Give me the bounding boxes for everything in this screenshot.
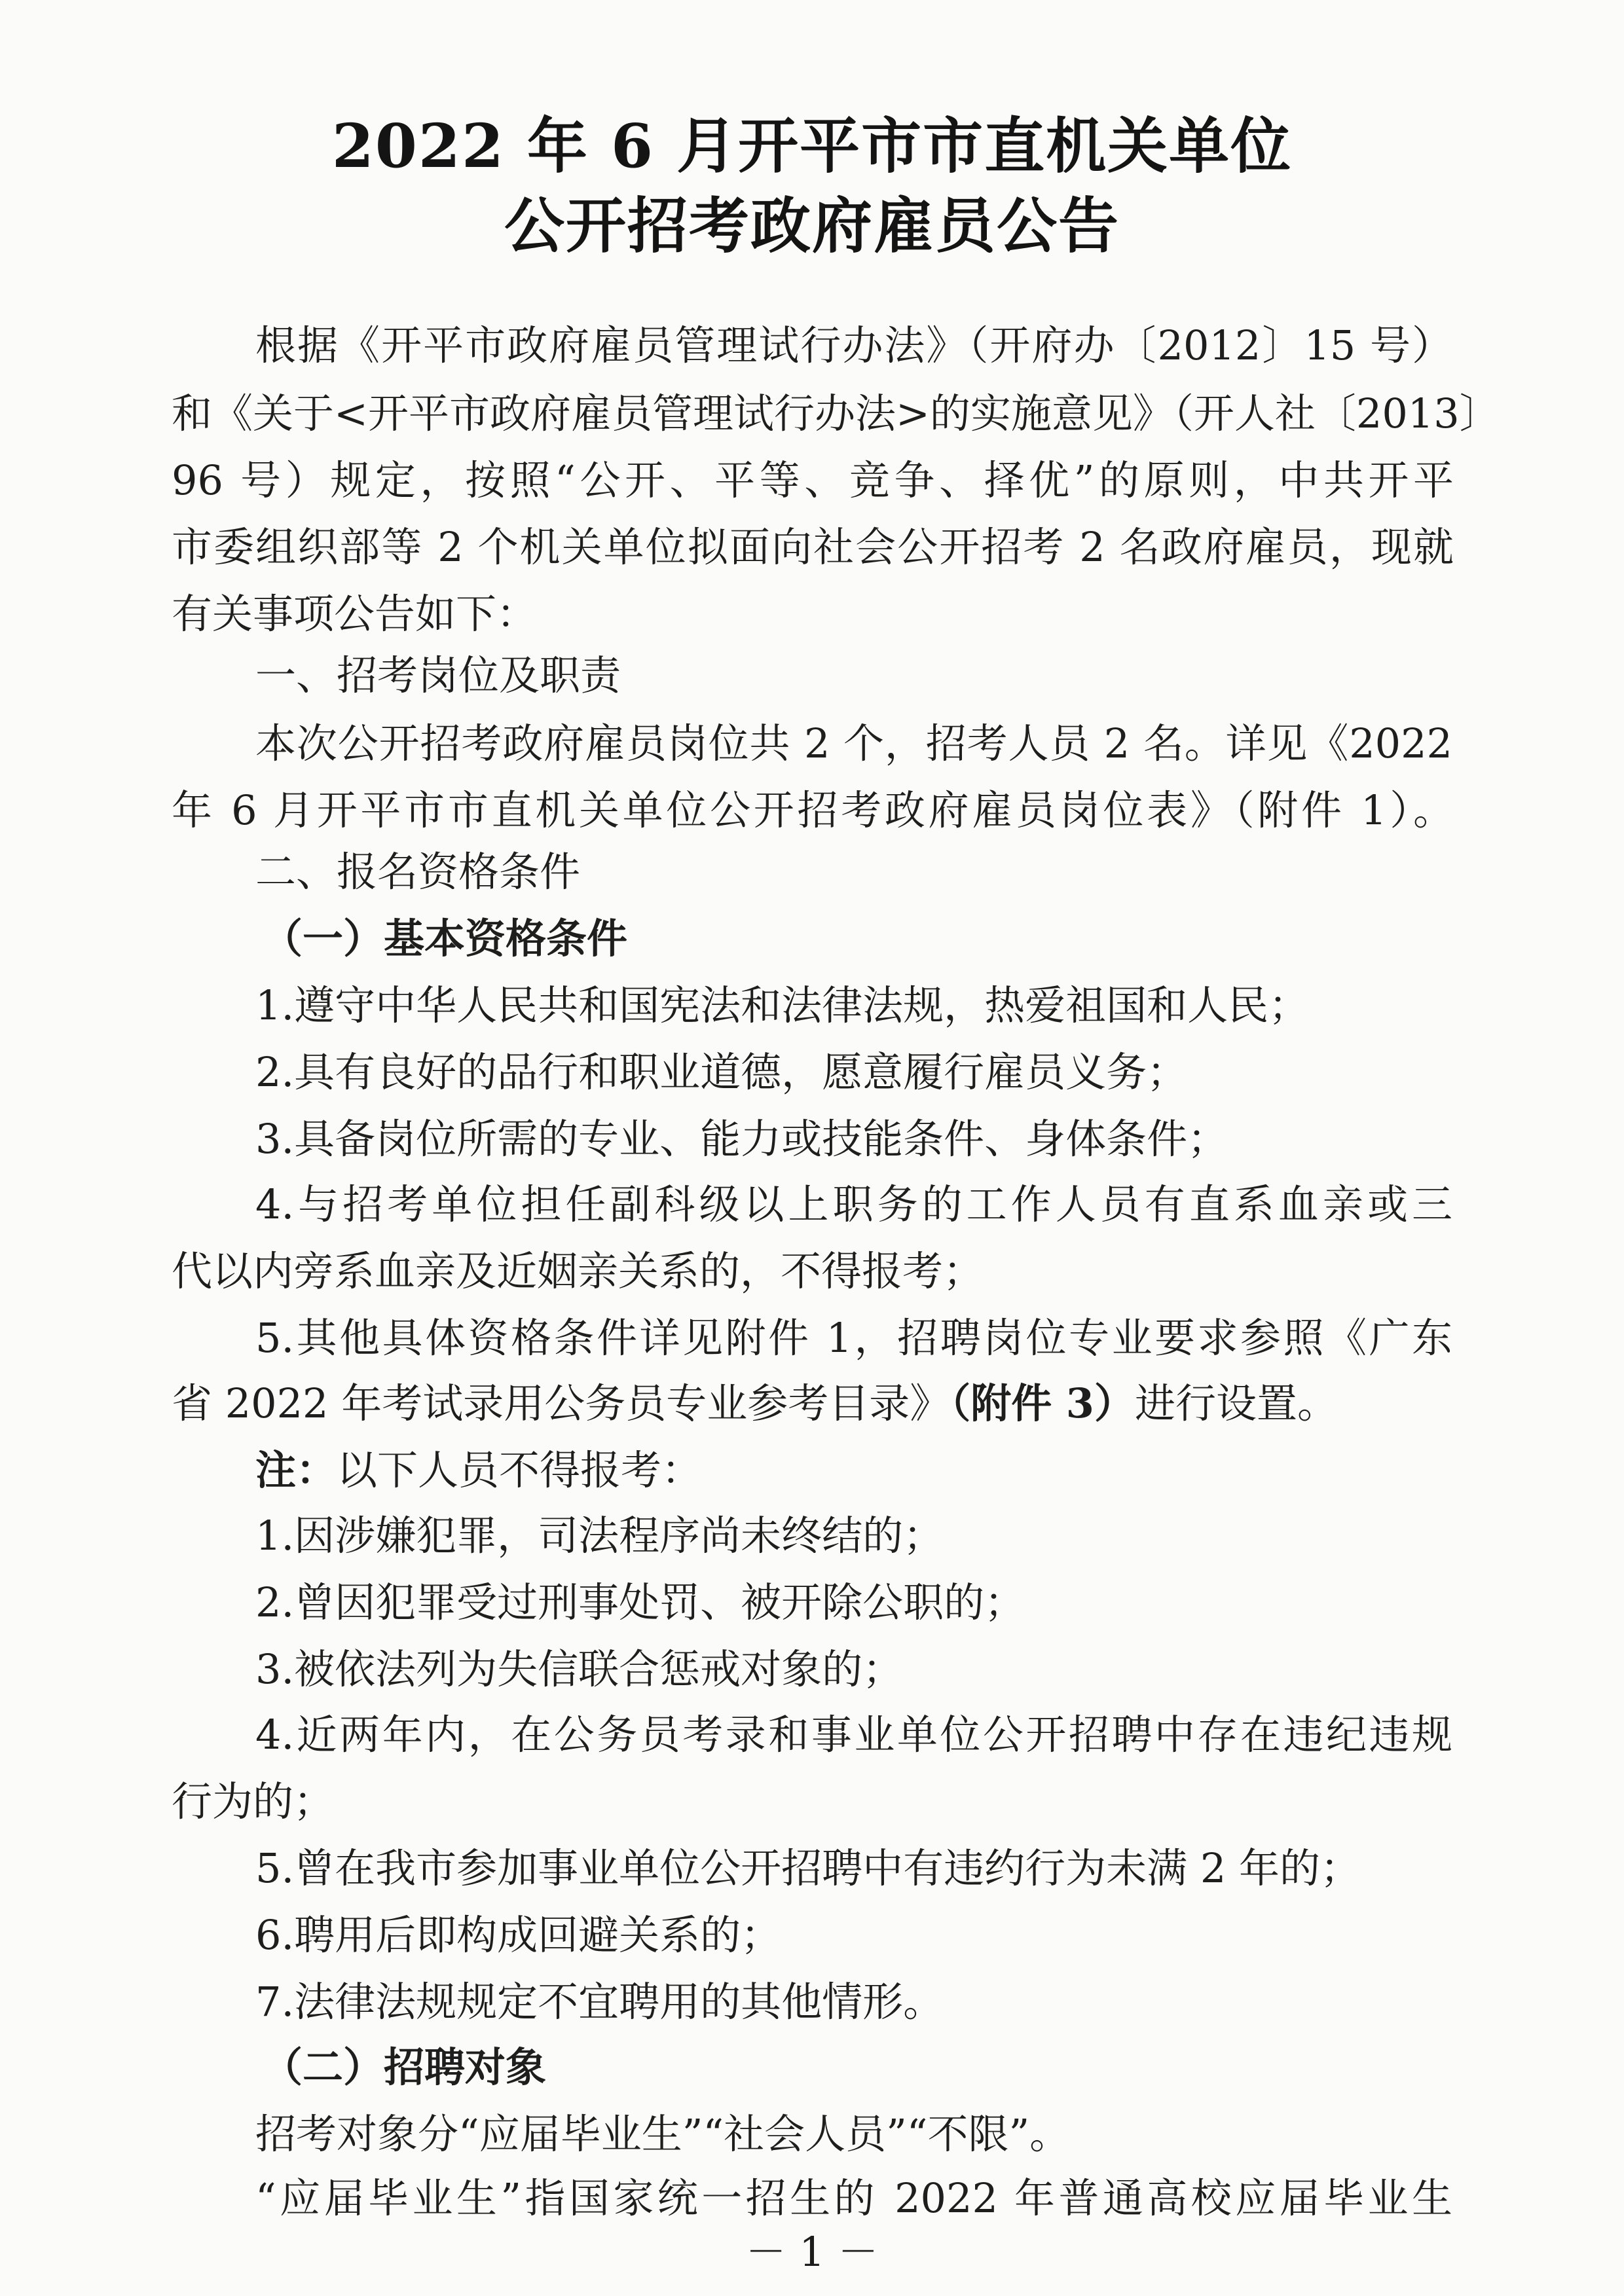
excluded-item: 7.法律法规规定不宜聘用的其他情形。 <box>255 1978 944 2026</box>
condition-item-continued <box>172 1377 1338 1430</box>
note-line <box>255 1444 702 1497</box>
targets-line: 招考对象分“应届毕业生”“社会人员”“不限”。 <box>255 2110 1071 2158</box>
excluded-item: 6.聘用后即构成回避关系的； <box>255 1911 782 1959</box>
page-number: － 1 － <box>745 2228 879 2276</box>
catalog-reference: 省 2022 年考试录用公务员专业参考目录》 <box>172 1379 951 1427</box>
condition-item: 3.具备岗位所需的专业、能力或技能条件、身体条件； <box>255 1115 1228 1163</box>
intro-line-3: 96 号）规定，按照“公开、平等、竞争、择优”的原则，中共开平 <box>172 456 1454 504</box>
note-text: 以下人员不得报考： <box>337 1446 703 1494</box>
condition-item-continued: 代以内旁系血亲及近姻亲关系的，不得报考； <box>172 1247 984 1295</box>
document-title-line-2: 公开招考政府雇员公告 <box>504 191 1120 261</box>
document-title-line-1: 2022 年 6 月开平市市直机关单位 <box>331 111 1293 181</box>
catalog-reference-end: 进行设置。 <box>1134 1379 1338 1427</box>
section-1-line-1: 本次公开招考政府雇员岗位共 2 个，招考人员 2 名。详见《2022 <box>255 720 1452 767</box>
condition-item: 1.遵守中华人民共和国宪法和法律法规，热爱祖国和人民； <box>255 981 1310 1029</box>
excluded-item: 2.曾因犯罪受过刑事处罚、被开除公职的； <box>255 1578 1025 1626</box>
intro-line-1: 根据《开平市政府雇员管理试行办法》（开府办〔2012〕15 号） <box>255 321 1452 369</box>
excluded-item: 4.近两年内，在公务员考录和事业单位公开招聘中存在违纪违规 <box>255 1711 1452 1758</box>
section-1-heading: 一、招考岗位及职责 <box>255 651 621 699</box>
condition-item: 5.其他具体资格条件详见附件 1，招聘岗位专业要求参照《广东 <box>255 1314 1452 1362</box>
excluded-item: 1.因涉嫌犯罪，司法程序尚未终结的； <box>255 1512 944 1559</box>
note-label: 注： <box>255 1446 337 1494</box>
section-2-heading: 二、报名资格条件 <box>255 848 581 896</box>
excluded-item: 5.曾在我市参加事业单位公开招聘中有违约行为未满 2 年的； <box>255 1844 1361 1892</box>
basic-conditions-heading: （一）基本资格条件 <box>262 915 628 962</box>
intro-line-4: 市委组织部等 2 个机关单位拟面向社会公开招考 2 名政府雇员，现就 <box>172 523 1454 571</box>
intro-line-2: 和《关于<开平市政府雇员管理试行办法>的实施意见》（开人社〔2013〕 <box>172 390 1500 437</box>
condition-item: 4.与招考单位担任副科级以上职务的工作人员有直系血亲或三 <box>255 1180 1452 1228</box>
excluded-item-continued: 行为的； <box>172 1777 335 1825</box>
section-1-line-2: 年 6 月开平市市直机关单位公开招考政府雇员岗位表》（附件 1）。 <box>172 786 1454 834</box>
recruitment-targets-heading: （二）招聘对象 <box>262 2043 547 2091</box>
targets-line: “应届毕业生”指国家统一招生的 2022 年普通高校应届毕业生 <box>255 2174 1452 2222</box>
condition-item: 2.具有良好的品行和职业道德，愿意履行雇员义务； <box>255 1048 1188 1096</box>
attachment-3-reference: （附件 3） <box>950 1379 1135 1427</box>
excluded-item: 3.被依法列为失信联合惩戒对象的； <box>255 1645 904 1693</box>
intro-line-5: 有关事项公告如下： <box>172 590 538 638</box>
